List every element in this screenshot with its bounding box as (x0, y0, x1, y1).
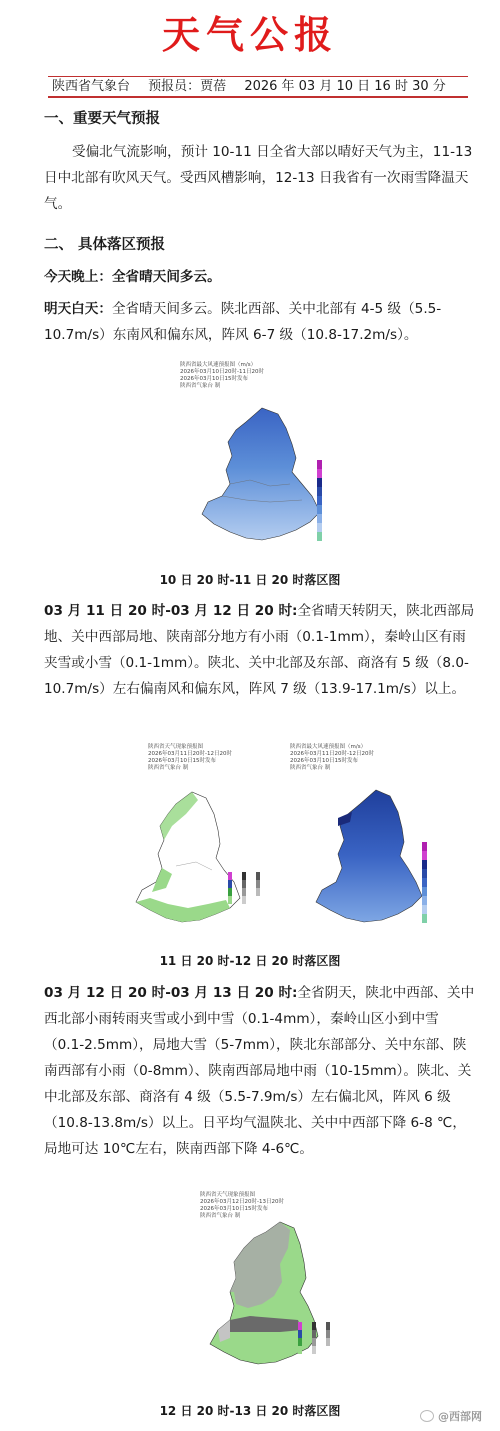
watermark-text: @西部网 (438, 1410, 482, 1423)
map3-caption: 12 日 20 时-13 日 20 时落区图 (159, 1404, 341, 1418)
source-watermark (420, 1408, 482, 1424)
wind-legend (317, 460, 339, 546)
map-title: 陕西省最大风速预报图（m/s） 2026年03月10日20时-11日20时 2026年03月10日15时发布 陕西省气象台 制 (180, 362, 264, 389)
map-wind-10-11 (170, 360, 345, 560)
period2-forecast (44, 598, 476, 702)
tomorrow-body: 全省晴天间多云。陕北西部、关中北部有 4-5 级（5.5-10.7m/s）东南风和偏东风，阵风 6-7 级（10.8-17.2m/s）。 (44, 301, 442, 343)
wind-legend (422, 842, 444, 928)
agency-name: 陕西省气象台 (52, 79, 131, 94)
map-title: 陕西省天气现象预报图 2026年03月11日20时-12日20时 2026年03月10日15时发布 陕西省气象台 制 (148, 744, 232, 771)
period2-body: 全省晴天转阴天，陕北西部局地、关中西部局地、陕南部分地方有小雨（0.1-1mm），秦岭山区有雨夹雪或小雪（0.1-1mm）。陕北、关中北部及东部、商洛有 5 级（8.0-10.7m/s）左右偏南风和偏东风，阵风 7 级（13.9-17.1m/s）以上。 (44, 603, 475, 697)
map-weather-12-13 (190, 1192, 340, 1392)
map1-caption: 10 日 20 时-11 日 20 时落区图 (159, 573, 341, 587)
map2-caption: 11 日 20 时-12 日 20 时落区图 (159, 954, 341, 968)
map-title: 陕西省最大风速预报图（m/s） 2026年03月11日20时-12日20时 2026年03月10日15时发布 陕西省气象台 制 (290, 744, 374, 771)
period3-forecast (44, 980, 476, 1162)
tomorrow-forecast (44, 296, 476, 348)
section-heading-detail: 二、 具体落区预报 (44, 237, 166, 253)
header-bar (48, 76, 468, 98)
section-heading-important: 一、重要天气预报 (44, 111, 160, 127)
map-weather-11-12 (116, 742, 274, 942)
weibo-logo-icon (420, 1410, 434, 1422)
map-title: 陕西省天气现象预报图 2026年03月12日20时-13日20时 2026年03月10日15时发布 陕西省气象台 制 (200, 1192, 284, 1219)
map-wind-11-12 (290, 742, 448, 942)
period2-label: 03 月 11 日 20 时-03 月 12 日 20 时: (44, 603, 298, 619)
issue-datetime: 2026 年 03 月 10 日 16 时 30 分 (244, 79, 446, 94)
section-important-body: 受偏北气流影响，预计 10-11 日全省大部以晴好天气为主，11-13 日中北部有吹风天气。受西风槽影响，12-13 日我省有一次雨雪降温天气。 (44, 144, 473, 212)
page-title: 天气公报 (161, 13, 338, 57)
period3-body: 全省阴天，陕北中西部、关中西北部小雨转雨夹雪或小到中雪（0.1-4mm），秦岭山区小到中雪（0.1-2.5mm），局地大雪（5-7mm），陕北东部部分、关中东部、陕南西部有小雨（0-8mm）、陕南西部局地中雨（10-15mm）。陕北、关中北部及东部、商洛有 4 级（5.5-7.9m/s）左右偏北风，阵风 6 级（10.8-13.8m/s）以上。日平均气温陕北、关中中西部下降 6-8 ℃，局地可达 10℃左右，陕南西部下降 4-6℃。 (44, 985, 475, 1157)
weather-legend (228, 872, 272, 934)
tonight-forecast: 今天晚上：全省晴天间多云。 (44, 269, 221, 285)
tomorrow-label: 明天白天： (44, 301, 112, 317)
period3-label: 03 月 12 日 20 时-03 月 13 日 20 时: (44, 985, 298, 1001)
forecaster: 预报员：贾蓓 (148, 79, 227, 94)
weather-legend (298, 1322, 342, 1384)
